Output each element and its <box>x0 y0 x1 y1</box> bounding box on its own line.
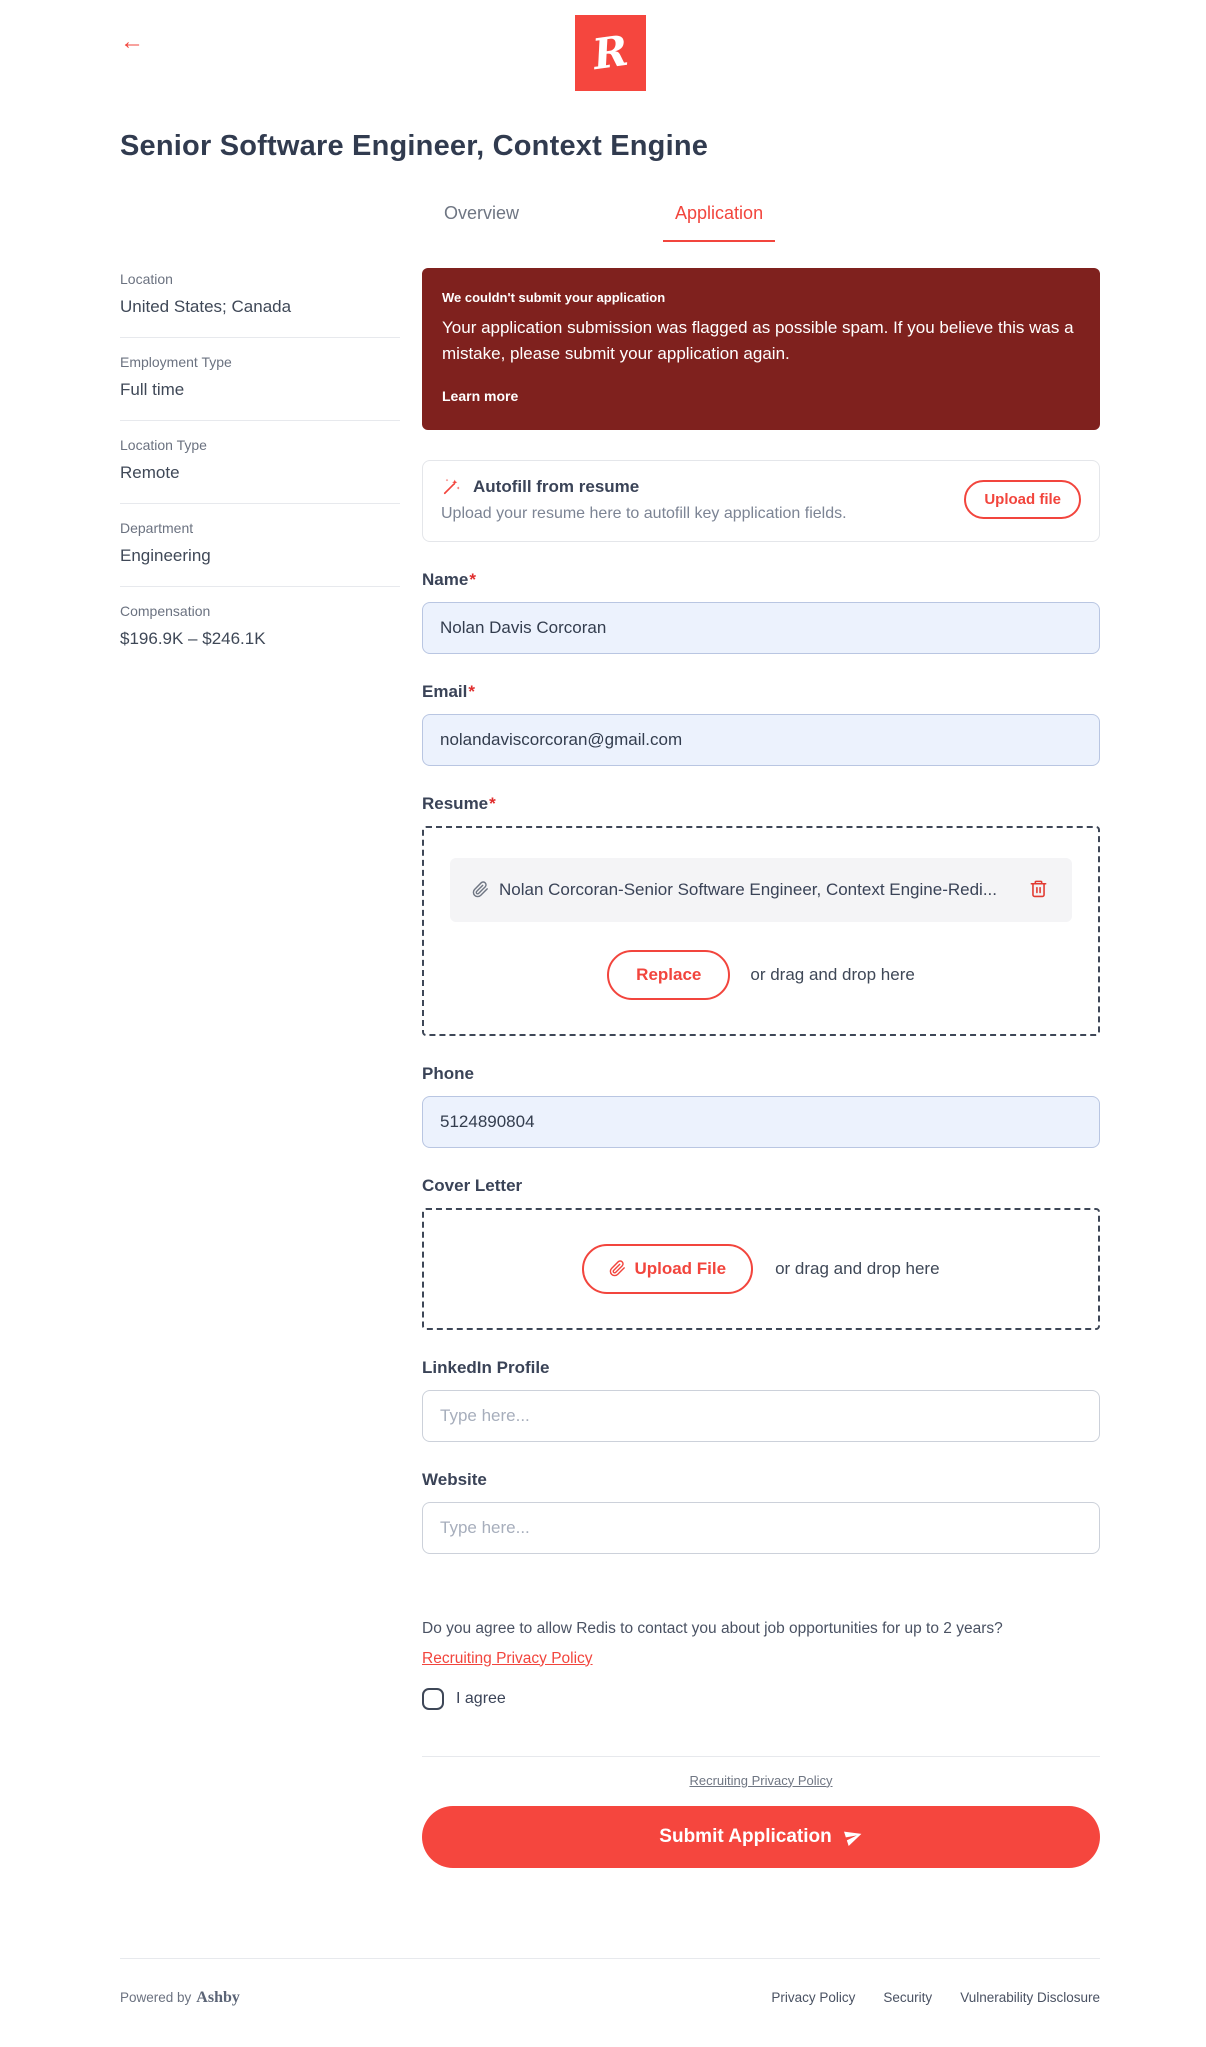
detail-value: Engineering <box>120 546 211 565</box>
ashby-logo[interactable]: Ashby <box>196 1988 240 2006</box>
required-asterisk: * <box>469 569 476 589</box>
autofill-subtitle: Upload your resume here to autofill key application fields. <box>441 504 847 522</box>
resume-label <box>422 794 1100 814</box>
vulnerability-disclosure-link[interactable]: Vulnerability Disclosure <box>960 1990 1100 2006</box>
cover-letter-field <box>422 1176 1100 1330</box>
footer-links <box>771 1990 1100 2005</box>
phone-input[interactable] <box>422 1096 1100 1148</box>
resume-dropzone[interactable] <box>422 826 1100 1036</box>
resume-drag-drop-text: or drag and drop here <box>750 964 915 984</box>
powered-by-label: Powered by <box>120 1989 192 2005</box>
autofill-upload-file-button[interactable]: Upload file <box>964 480 1081 519</box>
detail-value: United States; Canada <box>120 297 292 316</box>
paperclip-icon <box>609 1260 626 1277</box>
paperclip-icon <box>472 881 489 898</box>
phone-field <box>422 1064 1100 1148</box>
detail-label: Department <box>120 520 194 536</box>
error-banner-message: Your application submission was flagged as possible spam. If you believe this was a mistake, please submit your application again. <box>442 318 1074 364</box>
detail-value: Remote <box>120 463 180 482</box>
consent-section <box>422 1620 1100 1710</box>
resume-file-chip <box>450 858 1072 922</box>
recruiting-privacy-policy-link[interactable]: Recruiting Privacy Policy <box>422 1649 593 1667</box>
delete-resume-button[interactable] <box>1027 877 1050 903</box>
agree-checkbox[interactable] <box>422 1688 444 1710</box>
job-details-sidebar <box>120 197 400 1868</box>
email-label-text: Email <box>422 681 468 701</box>
required-asterisk: * <box>489 793 496 813</box>
cover-letter-dropzone[interactable] <box>422 1208 1100 1330</box>
trash-icon <box>1029 879 1048 898</box>
linkedin-input[interactable] <box>422 1390 1100 1442</box>
tab-overview[interactable]: Overview <box>432 197 531 242</box>
error-banner-title: We couldn't submit your application <box>442 290 666 305</box>
submit-section <box>422 1756 1100 1868</box>
error-banner <box>422 268 1100 430</box>
detail-label: Location Type <box>120 437 207 453</box>
powered-by <box>120 1989 240 2007</box>
name-label-text: Name <box>422 569 469 589</box>
website-field <box>422 1470 1100 1554</box>
back-arrow-icon: ← <box>120 28 144 55</box>
email-field <box>422 682 1100 766</box>
detail-compensation <box>120 587 400 669</box>
resume-label-text: Resume <box>422 793 489 813</box>
autofill-card <box>422 460 1100 542</box>
submit-button-label: Submit Application <box>659 1825 832 1847</box>
resume-field <box>422 794 1100 1036</box>
paper-plane-icon <box>841 1825 865 1849</box>
name-field <box>422 570 1100 654</box>
resume-file-name: Nolan Corcoran-Senior Software Engineer, Context Engine-Redi... <box>499 879 997 899</box>
learn-more-link[interactable]: Learn more <box>442 387 519 404</box>
detail-label: Compensation <box>120 603 211 619</box>
footer <box>120 1958 1100 2047</box>
linkedin-field <box>422 1358 1100 1442</box>
linkedin-label: LinkedIn Profile <box>422 1357 550 1377</box>
cover-letter-upload-label: Upload File <box>634 1258 727 1278</box>
agree-label: I agree <box>456 1689 506 1707</box>
detail-value: Full time <box>120 380 185 399</box>
submit-application-button[interactable] <box>422 1806 1100 1868</box>
website-label: Website <box>422 1469 487 1489</box>
company-logo <box>575 15 646 91</box>
detail-employment-type <box>120 338 400 421</box>
email-input[interactable] <box>422 714 1100 766</box>
security-link[interactable]: Security <box>883 1990 933 2006</box>
cover-letter-label: Cover Letter <box>422 1175 523 1195</box>
header <box>120 0 1100 100</box>
privacy-policy-link[interactable]: Privacy Policy <box>771 1990 856 2006</box>
cover-letter-drag-drop-text: or drag and drop here <box>775 1258 940 1278</box>
required-asterisk: * <box>468 681 475 701</box>
redis-logo-letter: R <box>589 25 631 80</box>
detail-location-type <box>120 421 400 504</box>
submit-privacy-policy-link[interactable]: Recruiting Privacy Policy <box>689 1772 833 1788</box>
phone-label: Phone <box>422 1063 474 1083</box>
magic-wand-icon <box>441 477 461 497</box>
autofill-title: Autofill from resume <box>473 476 640 496</box>
website-input[interactable] <box>422 1502 1100 1554</box>
name-input[interactable] <box>422 602 1100 654</box>
detail-label: Employment Type <box>120 354 232 370</box>
tab-application[interactable]: Application <box>663 197 775 242</box>
email-label <box>422 682 1100 702</box>
application-form <box>422 197 1100 1868</box>
page-title: Senior Software Engineer, Context Engine <box>120 130 709 162</box>
detail-value: $196.9K – $246.1K <box>120 629 266 648</box>
detail-location <box>120 255 400 338</box>
replace-resume-button[interactable]: Replace <box>607 950 730 1000</box>
name-label <box>422 570 1100 590</box>
back-button[interactable] <box>120 30 144 54</box>
detail-department <box>120 504 400 587</box>
cover-letter-upload-button[interactable] <box>582 1244 753 1294</box>
consent-question: Do you agree to allow Redis to contact you about job opportunities for up to 2 years? <box>422 1619 1003 1637</box>
detail-label: Location <box>120 271 173 287</box>
tab-bar <box>422 197 1100 242</box>
